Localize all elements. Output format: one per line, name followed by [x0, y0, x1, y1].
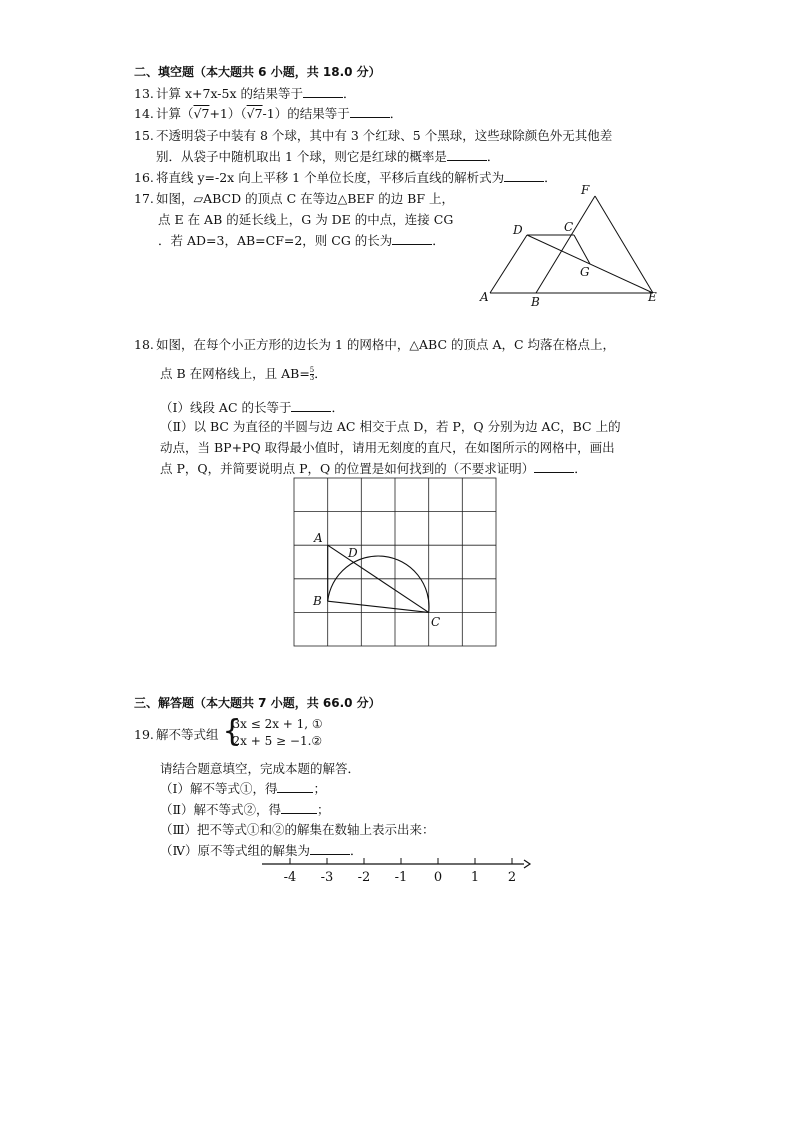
question-text: 别．从袋子中随机取出 1 个球，则它是红球的概率是 [156, 149, 447, 164]
question-text: （Ⅰ）解不等式①，得 [160, 781, 278, 796]
question-text: 点 E 在 AB 的延长线上，G 为 DE 的中点，连接 CG [158, 212, 454, 227]
question-13 [134, 84, 356, 102]
question-text: 将直线 y=-2x 向上平移 1 个单位长度，平移后直线的解析式为 [156, 170, 505, 185]
question-15-line2 [156, 147, 499, 165]
axis-arrow-icon [524, 860, 530, 868]
tick-label: -1 [394, 870, 408, 885]
answer-blank[interactable] [281, 802, 317, 814]
question-18-part1 [160, 398, 344, 416]
fraction-denominator: 3 [309, 374, 315, 382]
question-number: 15. [134, 128, 154, 143]
label-B: B [313, 594, 322, 608]
question-number: 19. [134, 726, 154, 742]
answer-blank[interactable] [392, 233, 432, 245]
question-18-part2-line2 [160, 438, 615, 456]
punct: ． [544, 170, 557, 185]
question-17 [134, 189, 454, 207]
label-D: D [348, 546, 358, 560]
label-F: F [581, 183, 590, 197]
question-text: （Ⅱ）以 BC 为直径的半圆与边 AC 相交于点 D，若 P，Q 分别为边 AC，BC 上的 [160, 419, 621, 434]
punct: ； [313, 781, 326, 796]
punct: ． [574, 461, 587, 476]
tick-label: 2 [507, 870, 517, 885]
question-18-line2 [160, 364, 327, 382]
inequality-system [223, 716, 323, 750]
fraction-numerator: 5 [309, 366, 315, 374]
question-19-step3: （Ⅲ）把不等式①和②的解集在数轴上表示出来： [160, 822, 435, 837]
label-D: D [513, 223, 523, 237]
punct: ． [432, 233, 445, 248]
number-line [258, 854, 534, 886]
figure-18-grid [290, 476, 502, 652]
question-text: 计算 x+7x-5x 的结果等于 [156, 86, 303, 101]
question-text: 点 P，Q，并简要说明点 P，Q 的位置是如何找到的（不要求证明） [160, 461, 535, 476]
punct: ． [314, 366, 327, 381]
question-text: ．若 AD=3，AB=CF=2，则 CG 的长为 [158, 233, 393, 248]
answer-blank[interactable] [291, 400, 331, 412]
question-18 [134, 335, 615, 353]
question-17-line3 [158, 231, 445, 249]
punct: ． [350, 843, 363, 858]
semicircle [328, 556, 429, 612]
tick-label: -4 [283, 870, 297, 885]
question-text: 不透明袋子中装有 8 个球，其中有 3 个红球、5 个黑球，这些球除颜色外无其他差 [156, 128, 613, 143]
radical: √7 [246, 106, 263, 121]
inequality-2: 2x + 5 ≥ −1.② [232, 734, 323, 748]
answer-blank[interactable] [447, 149, 487, 161]
line-CG [574, 235, 590, 264]
punct: ； [317, 802, 330, 817]
question-15 [134, 126, 612, 144]
label-E: E [648, 290, 657, 304]
punct: ． [486, 149, 500, 164]
line-AD [490, 235, 527, 293]
answer-blank[interactable] [277, 781, 313, 793]
question-number: 13. [134, 86, 154, 101]
brace: { [222, 714, 242, 749]
label-A: A [480, 290, 489, 304]
question-18-part2-line3 [160, 459, 587, 477]
question-19-instruction: 请结合题意填空，完成本题的解答． [160, 761, 361, 776]
question-number: 17. [134, 191, 154, 206]
question-text: （Ⅳ）原不等式组的解集为 [160, 843, 310, 858]
label-C: C [564, 220, 574, 234]
answer-blank[interactable] [350, 106, 390, 118]
grid-lines [294, 478, 496, 646]
figure-17-diagram [470, 180, 670, 310]
label-C: C [431, 615, 441, 629]
question-17-line2 [158, 210, 453, 228]
tick-label: -3 [320, 870, 334, 885]
radical: √7 [193, 106, 210, 121]
question-text: -1）的结果等于 [262, 106, 350, 121]
question-text: 动点，当 BP+PQ 取得最小值时，请用无刻度的直尺，在如图所示的网格中，画出 [160, 440, 615, 455]
punct: ． [389, 106, 403, 121]
inequality-1: 3x ≤ 2x + 1, ① [232, 717, 323, 731]
question-19-step1 [160, 779, 326, 797]
question-number: 18. [134, 337, 154, 352]
answer-blank[interactable] [534, 461, 574, 473]
answer-blank[interactable] [303, 86, 343, 98]
question-19-step2 [160, 800, 330, 818]
question-number: 14. [134, 106, 154, 121]
section2-title: 二、填空题（本大题共 6 小题，共 18.0 分） [134, 65, 381, 79]
question-text: 如图，在每个小正方形的边长为 1 的网格中，△ABC 的顶点 A，C 均落在格点上， [156, 337, 616, 352]
tick-label: -2 [357, 870, 371, 885]
question-19 [134, 716, 323, 750]
line-FE [595, 196, 653, 293]
question-number: 16. [134, 170, 154, 185]
question-14 [134, 104, 402, 122]
question-text: 如图，▱ABCD 的顶点 C 在等边△BEF 的边 BF 上， [156, 191, 455, 206]
question-text: （Ⅰ）线段 AC 的长等于 [160, 400, 292, 415]
label-A: A [314, 531, 323, 545]
question-18-part2-line1 [160, 417, 621, 435]
label-G: G [580, 265, 590, 279]
tick-label: 0 [433, 870, 443, 885]
label-B: B [531, 295, 540, 309]
tick-label: 1 [470, 870, 480, 885]
question-text: 计算（ [156, 106, 194, 121]
question-text: +1）（ [209, 106, 247, 121]
question-text: （Ⅱ）解不等式②，得 [160, 802, 281, 817]
question-text: 点 B 在网格线上，且 AB= [160, 366, 310, 381]
section3-title: 三、解答题（本大题共 7 小题，共 66.0 分） [134, 696, 381, 710]
punct: ． [342, 86, 356, 101]
question-text: 解不等式组 [156, 726, 219, 742]
punct: ． [331, 400, 344, 415]
